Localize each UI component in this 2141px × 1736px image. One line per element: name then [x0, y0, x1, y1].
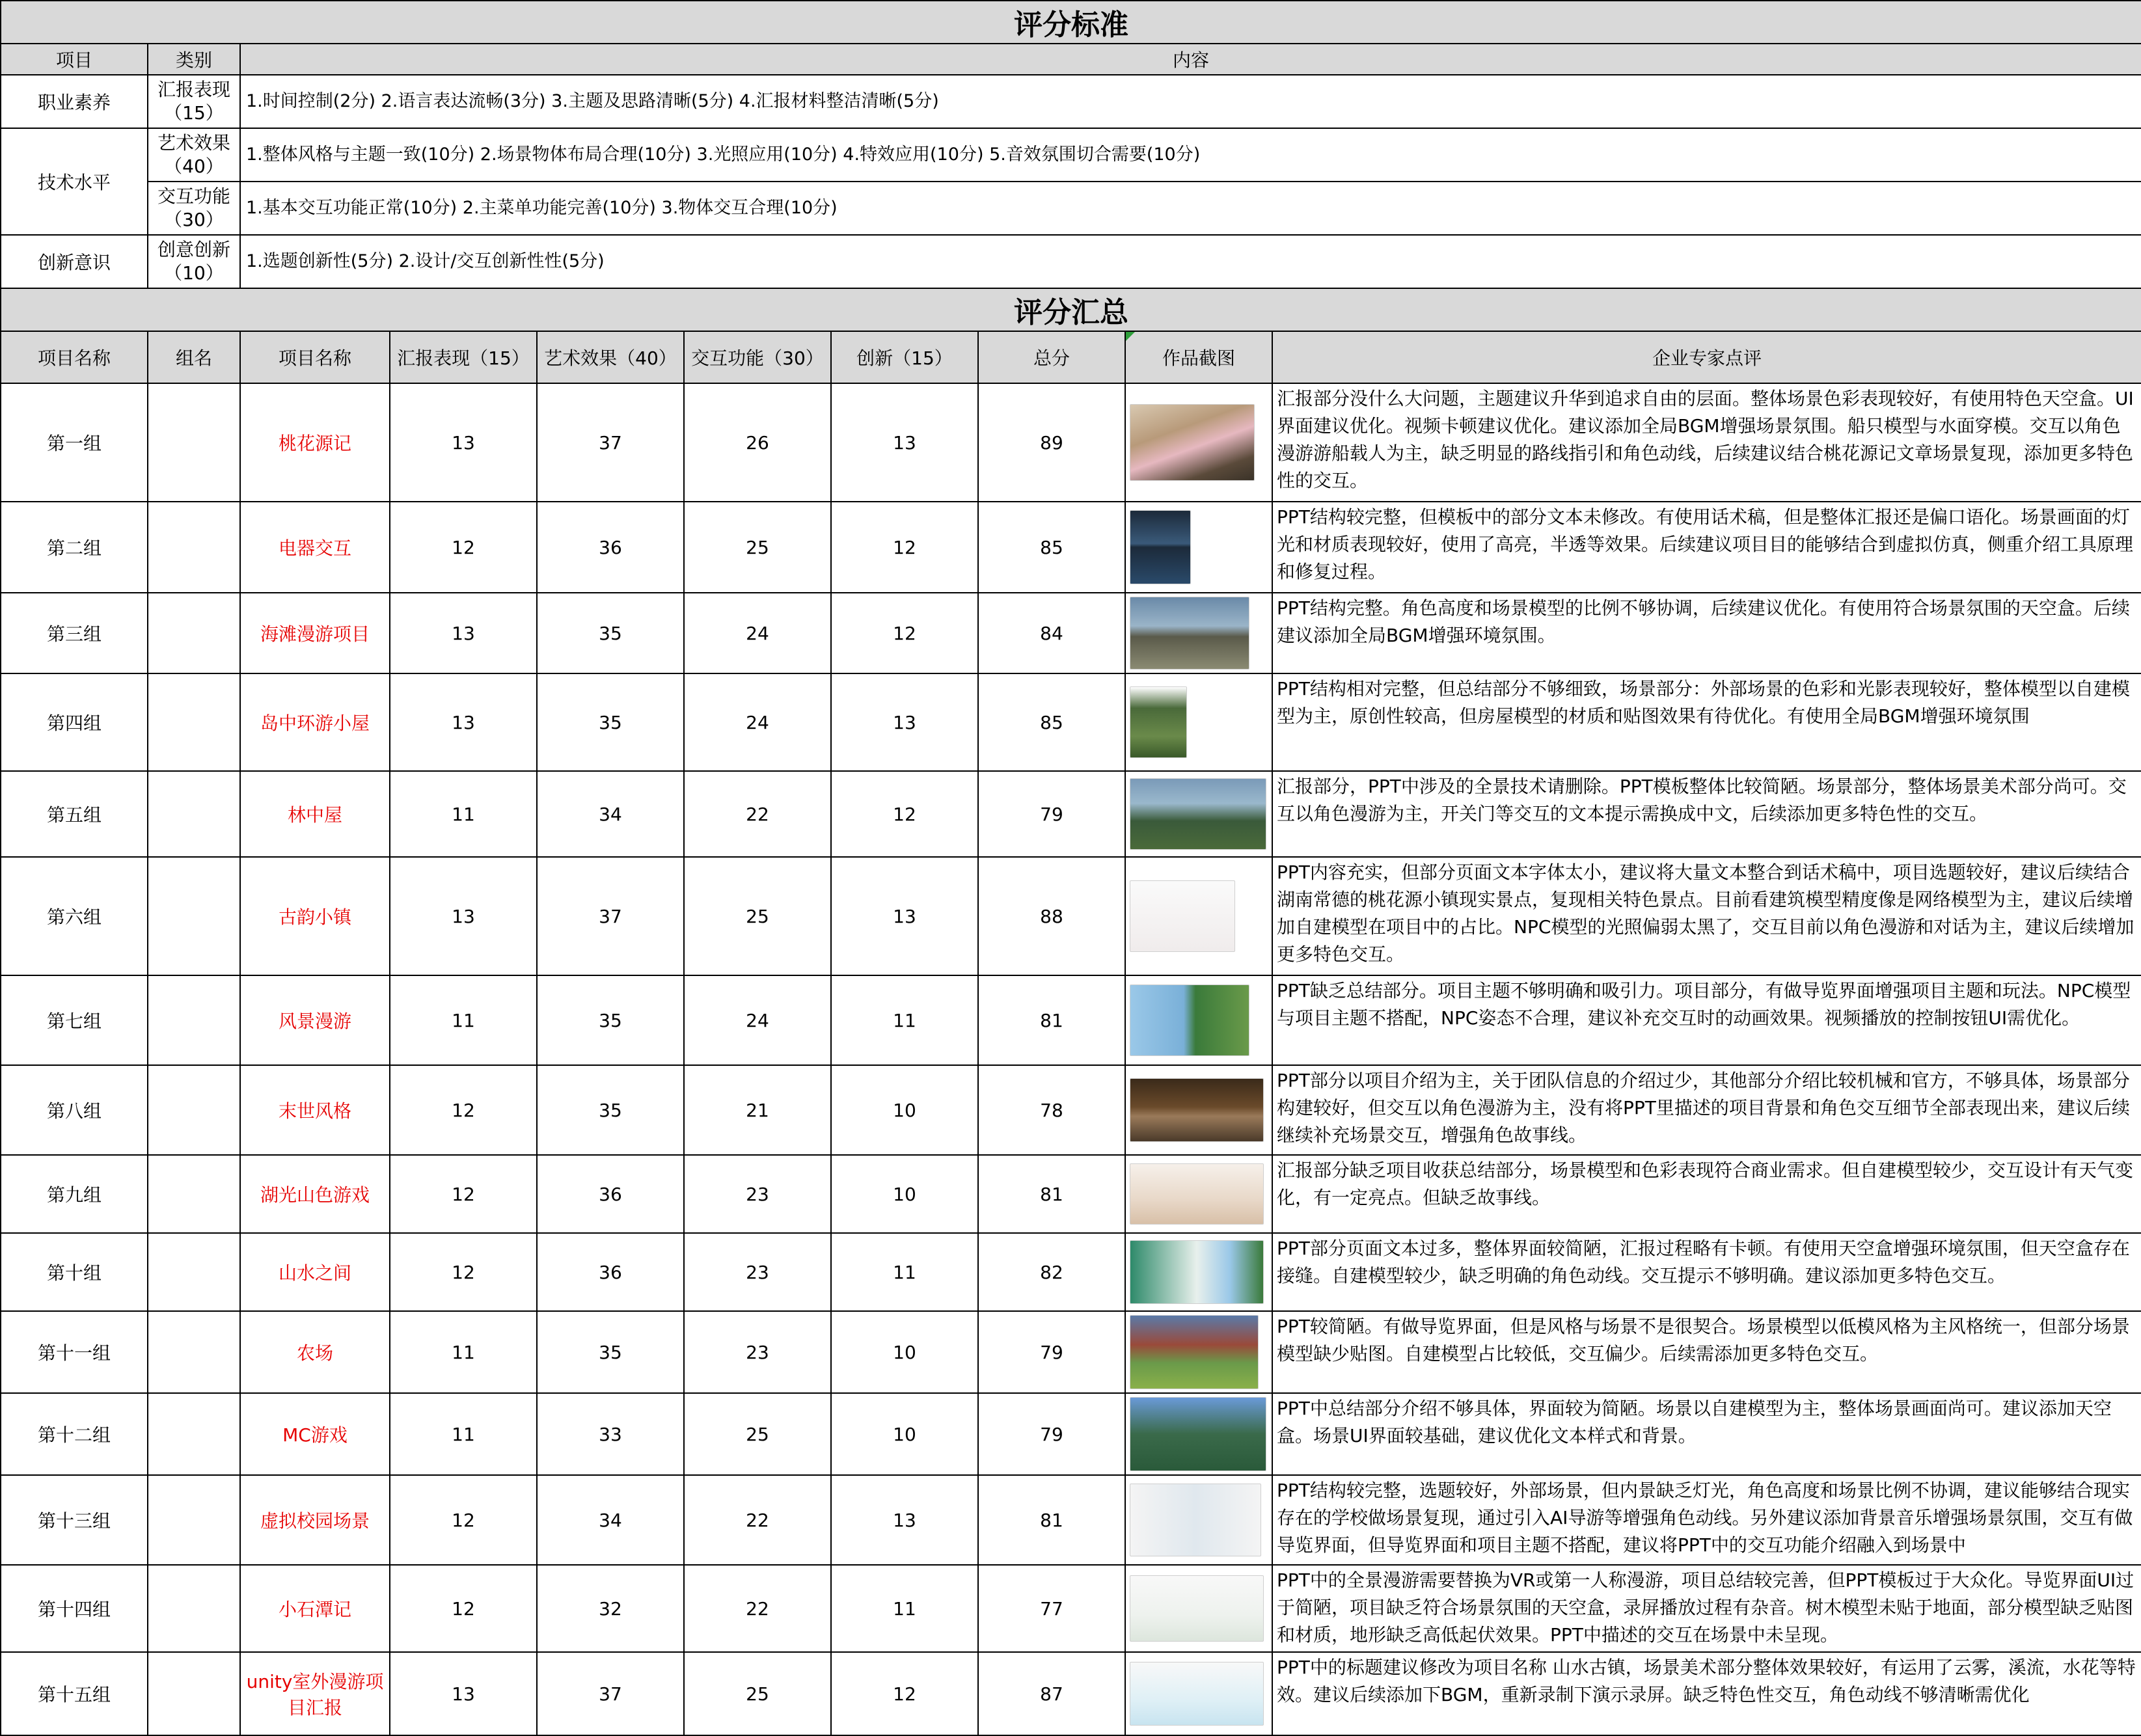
project-name-cell: 小石潭记 — [240, 1565, 390, 1652]
report-score-cell: 11 — [390, 975, 537, 1065]
team-name-cell — [148, 975, 240, 1065]
group-cell: 第三组 — [1, 593, 148, 673]
art-score-cell: 34 — [537, 771, 684, 857]
project-screenshot-thumbnail — [1130, 1484, 1261, 1556]
report-score-cell: 13 — [390, 383, 537, 502]
innovation-score-cell: 11 — [831, 1565, 978, 1652]
interaction-score-cell: 25 — [684, 1652, 831, 1735]
team-name-cell — [148, 1393, 240, 1475]
art-score-cell: 35 — [537, 1311, 684, 1393]
group-cell: 第十五组 — [1, 1652, 148, 1735]
total-score-cell: 77 — [978, 1565, 1125, 1652]
table-row — [1, 502, 2141, 593]
expert-comment-cell: PPT中的标题建议修改为项目名称 山水古镇，场景美术部分整体效果较好，有运用了云雾，溪流，水花等特效。建议后续添加下BGM，重新录制下演示录屏。缺乏特色性交互，角色动线不够清晰需优化 — [1272, 1652, 2141, 1735]
innovation-score-cell: 10 — [831, 1393, 978, 1475]
project-screenshot-thumbnail — [1130, 404, 1255, 481]
screenshot-cell — [1125, 1565, 1272, 1652]
report-score-cell: 12 — [390, 1475, 537, 1565]
interaction-score-cell: 23 — [684, 1233, 831, 1311]
art-score-cell: 37 — [537, 383, 684, 502]
table-row — [1, 1233, 2141, 1311]
table-row — [1, 593, 2141, 673]
project-name-cell: 虚拟校园场景 — [240, 1475, 390, 1565]
project-screenshot-thumbnail — [1130, 880, 1235, 952]
project-name-cell: 末世风格 — [240, 1065, 390, 1155]
total-score-cell: 79 — [978, 1393, 1125, 1475]
summary-header-team-name: 组名 — [148, 331, 240, 383]
art-score-cell: 36 — [537, 1233, 684, 1311]
expert-comment-cell: PPT较简陋。有做导览界面，但是风格与场景不是很契合。场景模型以低模风格为主风格统一，但部分场景模型缺少贴图。自建模型占比较低，交互偏少。后续需添加更多特色交互。 — [1272, 1311, 2141, 1393]
innovation-score-cell: 12 — [831, 1652, 978, 1735]
report-score-cell: 11 — [390, 771, 537, 857]
summary-header-project-name: 项目名称 — [240, 331, 390, 383]
report-score-cell: 13 — [390, 857, 537, 975]
total-score-cell: 79 — [978, 1311, 1125, 1393]
art-score-cell: 35 — [537, 673, 684, 771]
project-name-cell: 电器交互 — [240, 502, 390, 593]
project-name-cell: 岛中环游小屋 — [240, 673, 390, 771]
criteria-content: 1.选题创新性(5分) 2.设计/交互创新性性(5分) — [240, 235, 2141, 288]
table-row — [1, 857, 2141, 975]
group-cell: 第二组 — [1, 502, 148, 593]
expert-comment-cell: 汇报部分，PPT中涉及的全景技术请删除。PPT模板整体比较简陋。场景部分，整体场景美术部分尚可。交互以角色漫游为主，开关门等交互的文本提示需换成中文，后续添加更多特色性的交互。 — [1272, 771, 2141, 857]
expert-comment-cell: PPT结构完整。角色高度和场景模型的比例不够协调，后续建议优化。有使用符合场景氛围的天空盒。后续建议添加全局BGM增强环境氛围。 — [1272, 593, 2141, 673]
screenshot-cell — [1125, 502, 1272, 593]
innovation-score-cell: 13 — [831, 673, 978, 771]
expert-comment-cell: PPT部分页面文本过多，整体界面较简陋，汇报过程略有卡顿。有使用天空盒增强环境氛围，但天空盒存在接缝。自建模型较少，缺乏明确的角色动线。交互提示不够明确。建议添加更多特色交互。 — [1272, 1233, 2141, 1311]
innovation-score-cell: 10 — [831, 1311, 978, 1393]
total-score-cell: 79 — [978, 771, 1125, 857]
report-score-cell: 12 — [390, 502, 537, 593]
project-screenshot-thumbnail — [1130, 1315, 1259, 1389]
table-row — [1, 383, 2141, 502]
criteria-content: 1.基本交互功能正常(10分) 2.主菜单功能完善(10分) 3.物体交互合理(10分) — [240, 182, 2141, 235]
summary-title: 评分汇总 — [1, 288, 2141, 331]
expert-comment-cell: PPT中总结部分介绍不够具体，界面较为简陋。场景以自建模型为主，整体场景画面尚可。建议添加天空盒。场景UI界面较基础，建议优化文本样式和背景。 — [1272, 1393, 2141, 1475]
screenshot-cell — [1125, 1311, 1272, 1393]
interaction-score-cell: 24 — [684, 593, 831, 673]
innovation-score-cell: 10 — [831, 1155, 978, 1233]
report-score-cell: 13 — [390, 593, 537, 673]
total-score-cell: 84 — [978, 593, 1125, 673]
innovation-score-cell: 13 — [831, 857, 978, 975]
art-score-cell: 35 — [537, 593, 684, 673]
expert-comment-cell: PPT结构较完整，选题较好，外部场景，但内景缺乏灯光，角色高度和场景比例不协调，建议能够结合现实存在的学校做场景复现，通过引入AI导游等增强角色动线。另外建议添加背景音乐增强场景氛围，交互有做导览界面，但导览界面和项目主题不搭配，建议将PPT中的交互功能介绍融入到场景中 — [1272, 1475, 2141, 1565]
criteria-header-content: 内容 — [240, 44, 2141, 75]
expert-comment-cell: 汇报部分没什么大问题，主题建议升华到追求自由的层面。整体场景色彩表现较好，有使用特色天空盒。UI界面建议优化。视频卡顿建议优化。建议添加全局BGM增强场景氛围。船只模型与水面穿模。交互以角色漫游游船载人为主，缺乏明显的路线指引和角色动线，后续建议结合桃花源记文章场景复现，添加更多特色性的交互。 — [1272, 383, 2141, 502]
criteria-category: 交互功能（30） — [148, 182, 240, 235]
project-screenshot-thumbnail — [1130, 686, 1187, 758]
innovation-score-cell: 13 — [831, 1475, 978, 1565]
total-score-cell: 87 — [978, 1652, 1125, 1735]
interaction-score-cell: 26 — [684, 383, 831, 502]
innovation-score-cell: 10 — [831, 1065, 978, 1155]
total-score-cell: 85 — [978, 673, 1125, 771]
interaction-score-cell: 23 — [684, 1311, 831, 1393]
criteria-category: 艺术效果（40） — [148, 128, 240, 182]
team-name-cell — [148, 1065, 240, 1155]
interaction-score-cell: 25 — [684, 1393, 831, 1475]
total-score-cell: 82 — [978, 1233, 1125, 1311]
project-name-cell: MC游戏 — [240, 1393, 390, 1475]
total-score-cell: 85 — [978, 502, 1125, 593]
team-name-cell — [148, 502, 240, 593]
art-score-cell: 33 — [537, 1393, 684, 1475]
criteria-content: 1.时间控制(2分) 2.语言表达流畅(3分) 3.主题及思路清晰(5分) 4.汇报材料整洁清晰(5分) — [240, 75, 2141, 128]
expert-comment-cell: PPT缺乏总结部分。项目主题不够明确和吸引力。项目部分，有做导览界面增强项目主题和玩法。NPC模型与项目主题不搭配，NPC姿态不合理，建议补充交互时的动画效果。视频播放的控制按钮UI需优化。 — [1272, 975, 2141, 1065]
report-score-cell: 13 — [390, 1652, 537, 1735]
table-row — [1, 1652, 2141, 1735]
criteria-project: 职业素养 — [1, 75, 148, 128]
criteria-project: 技术水平 — [1, 128, 148, 235]
group-cell: 第十一组 — [1, 1311, 148, 1393]
screenshot-cell — [1125, 1393, 1272, 1475]
group-cell: 第七组 — [1, 975, 148, 1065]
project-name-cell: 山水之间 — [240, 1233, 390, 1311]
summary-header-interaction: 交互功能（30） — [684, 331, 831, 383]
screenshot-cell — [1125, 593, 1272, 673]
innovation-score-cell: 11 — [831, 975, 978, 1065]
screenshot-cell — [1125, 1155, 1272, 1233]
interaction-score-cell: 24 — [684, 975, 831, 1065]
criteria-title: 评分标准 — [1, 1, 2141, 44]
project-name-cell: 海滩漫游项目 — [240, 593, 390, 673]
innovation-score-cell: 12 — [831, 771, 978, 857]
report-score-cell: 13 — [390, 673, 537, 771]
table-row — [1, 771, 2141, 857]
project-screenshot-thumbnail — [1130, 984, 1249, 1056]
innovation-score-cell: 12 — [831, 502, 978, 593]
group-cell: 第六组 — [1, 857, 148, 975]
project-name-cell: 林中屋 — [240, 771, 390, 857]
project-name-cell: 湖光山色游戏 — [240, 1155, 390, 1233]
expert-comment-cell: PPT部分以项目介绍为主，关于团队信息的介绍过少，其他部分介绍比较机械和官方，不够具体，场景部分构建较好，但交互以角色漫游为主，没有将PPT里描述的项目背景和角色交互细节全部表现出来，建议后续继续补充场景交互，增强角色故事线。 — [1272, 1065, 2141, 1155]
project-screenshot-thumbnail — [1130, 1078, 1264, 1142]
team-name-cell — [148, 1155, 240, 1233]
summary-header-total: 总分 — [978, 331, 1125, 383]
group-cell: 第九组 — [1, 1155, 148, 1233]
group-cell: 第十三组 — [1, 1475, 148, 1565]
screenshot-cell — [1125, 1233, 1272, 1311]
report-score-cell: 12 — [390, 1565, 537, 1652]
table-row — [1, 1311, 2141, 1393]
art-score-cell: 36 — [537, 502, 684, 593]
screenshot-cell — [1125, 975, 1272, 1065]
project-name-cell: unity室外漫游项目汇报 — [240, 1652, 390, 1735]
summary-header-group: 项目名称 — [1, 331, 148, 383]
interaction-score-cell: 25 — [684, 502, 831, 593]
total-score-cell: 78 — [978, 1065, 1125, 1155]
art-score-cell: 37 — [537, 857, 684, 975]
expert-comment-cell: PPT中的全景漫游需要替换为VR或第一人称漫游，项目总结较完善，但PPT模板过于大众化。导览界面UI过于简陋，项目缺乏符合场景氛围的天空盒，录屏播放过程有杂音。树木模型未贴于地面，部分模型缺乏贴图和材质，地形缺乏高低起伏效果。PPT中描述的交互在场景中未呈现。 — [1272, 1565, 2141, 1652]
screenshot-cell — [1125, 857, 1272, 975]
project-name-cell: 古韵小镇 — [240, 857, 390, 975]
report-score-cell: 11 — [390, 1311, 537, 1393]
art-score-cell: 34 — [537, 1475, 684, 1565]
table-row — [1, 1565, 2141, 1652]
group-cell: 第十二组 — [1, 1393, 148, 1475]
interaction-score-cell: 25 — [684, 857, 831, 975]
team-name-cell — [148, 771, 240, 857]
group-cell: 第十组 — [1, 1233, 148, 1311]
innovation-score-cell: 11 — [831, 1233, 978, 1311]
project-screenshot-thumbnail — [1130, 1662, 1264, 1726]
team-name-cell — [148, 593, 240, 673]
table-row — [1, 1393, 2141, 1475]
art-score-cell: 32 — [537, 1565, 684, 1652]
screenshot-cell — [1125, 1475, 1272, 1565]
project-screenshot-thumbnail — [1130, 778, 1266, 850]
screenshot-cell — [1125, 1065, 1272, 1155]
table-row — [1, 673, 2141, 771]
team-name-cell — [148, 383, 240, 502]
criteria-content: 1.整体风格与主题一致(10分) 2.场景物体布局合理(10分) 3.光照应用(10分) 4.特效应用(10分) 5.音效氛围切合需要(10分) — [240, 128, 2141, 182]
project-name-cell: 农场 — [240, 1311, 390, 1393]
report-score-cell: 11 — [390, 1393, 537, 1475]
screenshot-cell — [1125, 673, 1272, 771]
summary-header-art: 艺术效果（40） — [537, 331, 684, 383]
report-score-cell: 12 — [390, 1155, 537, 1233]
project-screenshot-thumbnail — [1130, 597, 1249, 670]
summary-header-expert-comment: 企业专家点评 — [1272, 331, 2141, 383]
team-name-cell — [148, 1311, 240, 1393]
interaction-score-cell: 21 — [684, 1065, 831, 1155]
criteria-project: 创新意识 — [1, 235, 148, 288]
project-screenshot-thumbnail — [1130, 1575, 1264, 1642]
team-name-cell — [148, 1652, 240, 1735]
interaction-score-cell: 24 — [684, 673, 831, 771]
report-score-cell: 12 — [390, 1233, 537, 1311]
project-screenshot-thumbnail — [1130, 1163, 1264, 1225]
project-name-cell: 风景漫游 — [240, 975, 390, 1065]
total-score-cell: 81 — [978, 1475, 1125, 1565]
screenshot-cell — [1125, 383, 1272, 502]
total-score-cell: 81 — [978, 975, 1125, 1065]
criteria-header-category: 类别 — [148, 44, 240, 75]
group-cell: 第一组 — [1, 383, 148, 502]
table-row — [1, 1065, 2141, 1155]
table-row — [1, 1155, 2141, 1233]
expert-comment-cell: PPT结构相对完整，但总结部分不够细致，场景部分：外部场景的色彩和光影表现较好，整体模型以自建模型为主，原创性较高，但房屋模型的材质和贴图效果有待优化。有使用全局BGM增强环境氛围 — [1272, 673, 2141, 771]
project-screenshot-thumbnail — [1130, 1240, 1264, 1304]
group-cell: 第八组 — [1, 1065, 148, 1155]
art-score-cell: 35 — [537, 1065, 684, 1155]
interaction-score-cell: 22 — [684, 1475, 831, 1565]
screenshot-cell — [1125, 771, 1272, 857]
screenshot-cell — [1125, 1652, 1272, 1735]
project-name-cell: 桃花源记 — [240, 383, 390, 502]
expert-comment-cell: PPT结构较完整，但模板中的部分文本未修改。有使用话术稿，但是整体汇报还是偏口语化。场景画面的灯光和材质表现较好，使用了高亮，半透等效果。后续建议项目目的能够结合到虚拟仿真，侧重介绍工具原理和修复过程。 — [1272, 502, 2141, 593]
team-name-cell — [148, 1565, 240, 1652]
project-screenshot-thumbnail — [1130, 1397, 1266, 1471]
team-name-cell — [148, 1475, 240, 1565]
summary-header-screenshot: 作品截图 — [1125, 331, 1272, 383]
report-score-cell: 12 — [390, 1065, 537, 1155]
art-score-cell: 37 — [537, 1652, 684, 1735]
table-row — [1, 975, 2141, 1065]
table-row — [1, 1475, 2141, 1565]
interaction-score-cell: 23 — [684, 1155, 831, 1233]
team-name-cell — [148, 1233, 240, 1311]
group-cell: 第四组 — [1, 673, 148, 771]
art-score-cell: 36 — [537, 1155, 684, 1233]
total-score-cell: 89 — [978, 383, 1125, 502]
expert-comment-cell: 汇报部分缺乏项目收获总结部分，场景模型和色彩表现符合商业需求。但自建模型较少，交互设计有天气变化，有一定亮点。但缺乏故事线。 — [1272, 1155, 2141, 1233]
team-name-cell — [148, 673, 240, 771]
expert-comment-cell: PPT内容充实，但部分页面文本字体太小，建议将大量文本整合到话术稿中，项目选题较好，建议后续结合湖南常德的桃花源小镇现实景点，复现相关特色景点。目前看建筑模型精度像是网络模型为主，建议后续增加自建模型在项目中的占比。NPC模型的光照偏弱太黑了，交互目前以角色漫游和对话为主，建议后续增加更多特色交互。 — [1272, 857, 2141, 975]
summary-header-innovation: 创新（15） — [831, 331, 978, 383]
project-screenshot-thumbnail — [1130, 510, 1191, 584]
total-score-cell: 88 — [978, 857, 1125, 975]
criteria-category: 创意创新（10） — [148, 235, 240, 288]
interaction-score-cell: 22 — [684, 1565, 831, 1652]
team-name-cell — [148, 857, 240, 975]
innovation-score-cell: 12 — [831, 593, 978, 673]
group-cell: 第十四组 — [1, 1565, 148, 1652]
interaction-score-cell: 22 — [684, 771, 831, 857]
innovation-score-cell: 13 — [831, 383, 978, 502]
art-score-cell: 35 — [537, 975, 684, 1065]
criteria-category: 汇报表现（15） — [148, 75, 240, 128]
summary-header-report: 汇报表现（15） — [390, 331, 537, 383]
criteria-header-project: 项目 — [1, 44, 148, 75]
group-cell: 第五组 — [1, 771, 148, 857]
total-score-cell: 81 — [978, 1155, 1125, 1233]
